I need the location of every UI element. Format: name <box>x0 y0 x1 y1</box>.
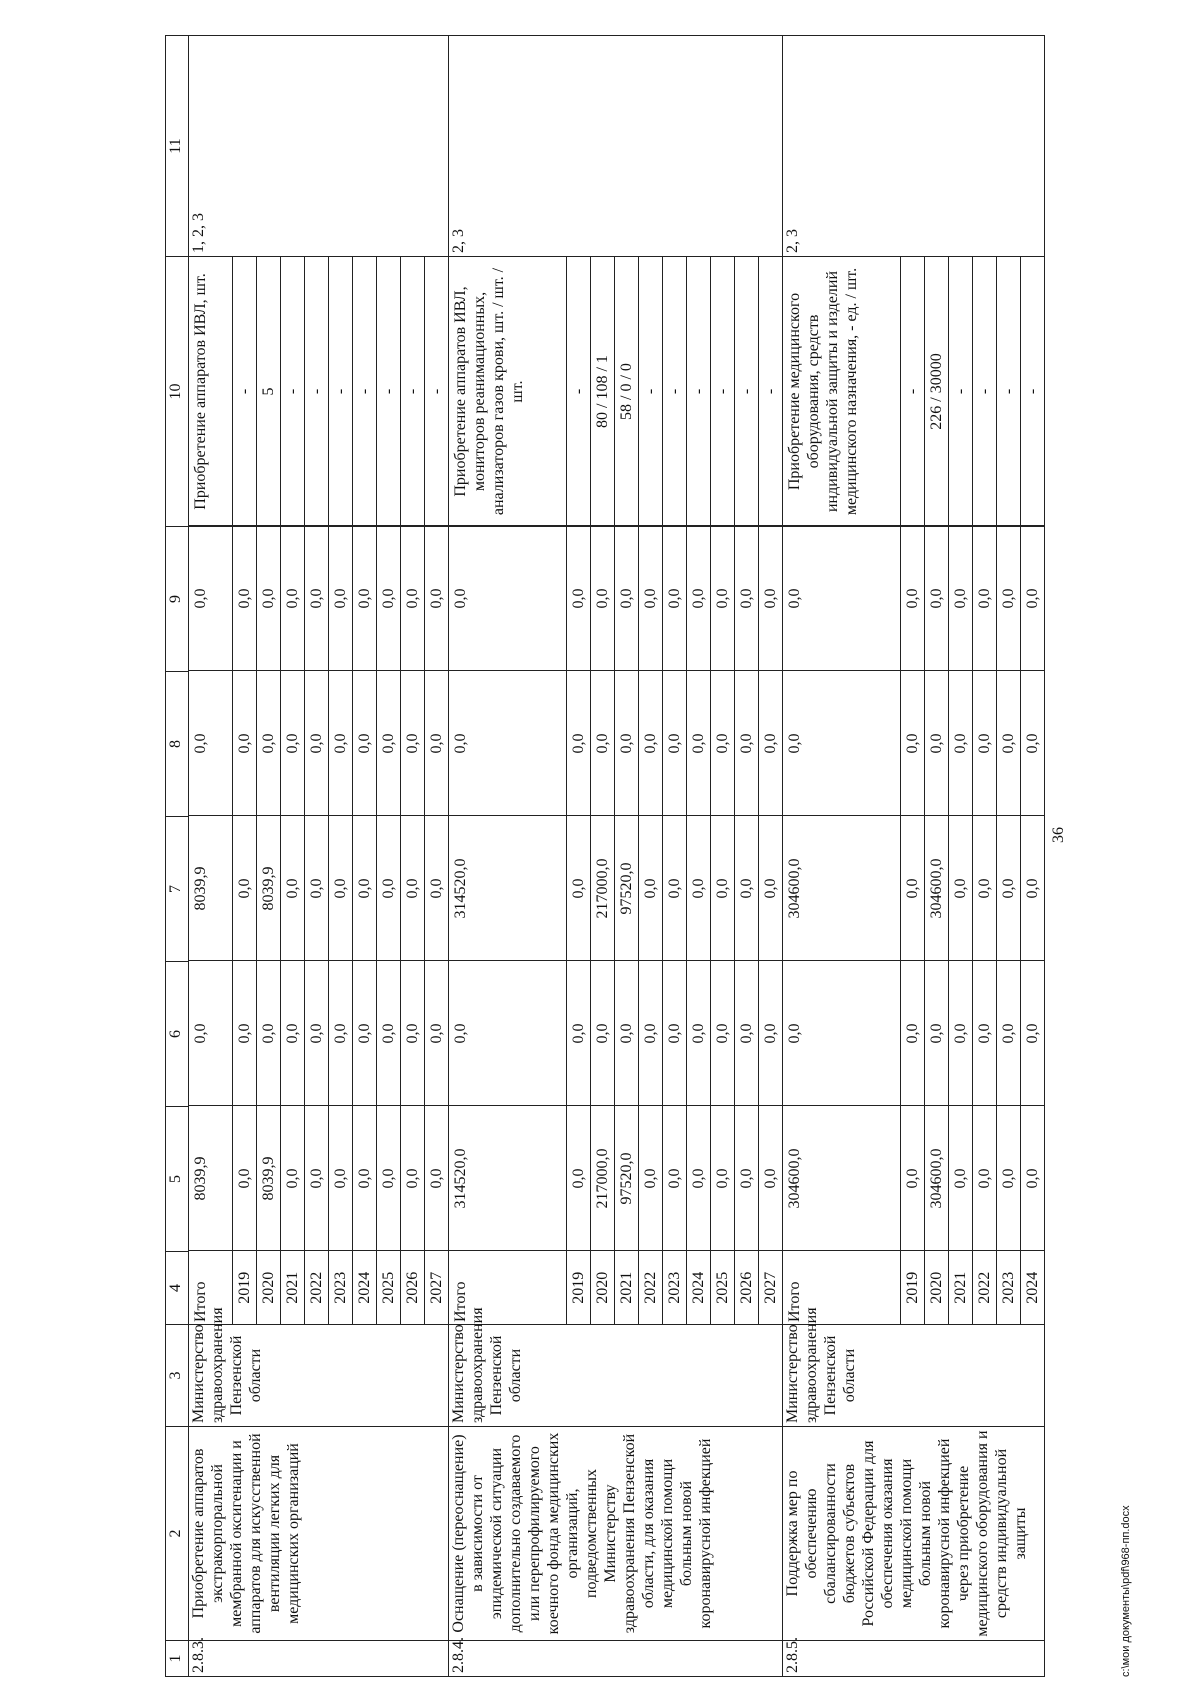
financing-block <box>189 527 449 1325</box>
amount-cell: 0,0 <box>257 961 281 1106</box>
amount-cell: 0,0 <box>401 1106 425 1251</box>
amount-cell: 0,0 <box>257 526 281 671</box>
executor: Министерство здравоохранения Пензенской области <box>783 1325 1045 1427</box>
indicator-block <box>449 257 783 527</box>
amount-cell: 0,0 <box>233 671 257 816</box>
amount-cell: 0,0 <box>997 671 1021 816</box>
amount-cell: 0,0 <box>401 961 425 1106</box>
year-cell: 2020 <box>591 1251 615 1324</box>
amount-cell: 8039,9 <box>257 1106 281 1251</box>
year-cell: 2022 <box>639 1251 663 1324</box>
year-row <box>329 526 353 1324</box>
amount-cell: 304600,0 <box>925 1106 949 1251</box>
amount-cell: 217000,0 <box>591 1106 615 1251</box>
amount-cell: 0,0 <box>281 526 305 671</box>
year-row <box>639 526 663 1324</box>
indicator-value: 5 <box>257 257 281 526</box>
total-value: 0,0 <box>189 961 233 1106</box>
total-value: 0,0 <box>783 526 901 671</box>
amount-cell: 0,0 <box>377 816 401 961</box>
amount-cell: 0,0 <box>401 526 425 671</box>
year-cell: 2022 <box>973 1251 997 1324</box>
total-label: Итого <box>449 1251 567 1324</box>
amount-cell: 0,0 <box>1021 526 1045 671</box>
amount-cell: 0,0 <box>329 671 353 816</box>
amount-cell: 0,0 <box>1021 1106 1045 1251</box>
amount-cell: 0,0 <box>377 671 401 816</box>
funding-sources: 2, 3 <box>449 36 783 257</box>
indicator-value: 80 / 108 / 1 <box>591 257 615 526</box>
indicator-value: - <box>973 257 997 526</box>
year-cell: 2020 <box>925 1251 949 1324</box>
amount-cell: 0,0 <box>377 526 401 671</box>
indicator-value: - <box>663 257 687 526</box>
amount-cell: 0,0 <box>425 816 449 961</box>
amount-cell: 0,0 <box>925 961 949 1106</box>
row-number: 2.8.5. <box>783 1641 1045 1677</box>
amount-cell: 0,0 <box>663 1106 687 1251</box>
amount-cell: 0,0 <box>735 816 759 961</box>
financing-block <box>449 527 783 1325</box>
amount-cell: 0,0 <box>353 526 377 671</box>
year-cell: 2021 <box>949 1251 973 1324</box>
indicator-block <box>189 257 449 527</box>
total-value: 0,0 <box>189 671 233 816</box>
amount-cell: 0,0 <box>329 1106 353 1251</box>
measure-name: Поддержка мер по обеспечению сбалансированности бюджетов субъектов Российской Федерации для обеспечения оказания медицинской помощи больным новой коронавирусной инфекцией через приобретение медицинского оборудования и средств индивидуальной защиты <box>783 1427 1045 1641</box>
header-cell: 7 <box>166 817 189 962</box>
year-cell: 2023 <box>997 1251 1021 1324</box>
year-row <box>949 526 973 1324</box>
amount-cell: 0,0 <box>901 671 925 816</box>
amount-cell: 0,0 <box>329 816 353 961</box>
year-cell: 2025 <box>711 1251 735 1324</box>
amount-cell: 0,0 <box>711 526 735 671</box>
header-cell: 1 <box>166 1641 189 1677</box>
year-row <box>997 526 1021 1324</box>
year-row <box>401 526 425 1324</box>
amount-cell: 97520,0 <box>615 816 639 961</box>
header-cell: 5 <box>166 1107 189 1252</box>
indicator-value: - <box>901 257 925 526</box>
indicator-value: - <box>949 257 973 526</box>
indicator-value: - <box>735 257 759 526</box>
amount-cell: 0,0 <box>735 1106 759 1251</box>
amount-cell: 0,0 <box>305 816 329 961</box>
total-row <box>449 526 567 1324</box>
indicator-value: - <box>711 257 735 526</box>
indicator-name: Приобретение медицинского оборудования, средств индивидуальной защиты и изделий медицинского назначения, - ед. / шт. <box>786 267 860 516</box>
year-row <box>233 526 257 1324</box>
amount-cell: 0,0 <box>759 816 783 961</box>
amount-cell: 0,0 <box>353 1106 377 1251</box>
total-label: Итого <box>783 1251 901 1324</box>
amount-cell: 0,0 <box>281 1106 305 1251</box>
indicator-value: - <box>353 257 377 526</box>
amount-cell: 0,0 <box>353 671 377 816</box>
year-row <box>901 526 925 1324</box>
footer-path: c:\мои документы\pdf\968-пп.docx <box>1120 1505 1132 1677</box>
amount-cell: 0,0 <box>949 671 973 816</box>
indicator-value: - <box>425 257 449 526</box>
amount-cell: 0,0 <box>735 671 759 816</box>
table-row <box>189 36 449 1677</box>
indicator-value: 226 / 30000 <box>925 257 949 526</box>
year-cell: 2025 <box>377 1251 401 1324</box>
amount-cell: 0,0 <box>711 671 735 816</box>
amount-cell: 0,0 <box>615 526 639 671</box>
amount-cell: 97520,0 <box>615 1106 639 1251</box>
amount-cell: 0,0 <box>425 1106 449 1251</box>
amount-cell: 0,0 <box>233 961 257 1106</box>
amount-cell: 304600,0 <box>925 816 949 961</box>
year-row <box>567 526 591 1324</box>
amount-cell: 0,0 <box>973 1106 997 1251</box>
amount-cell: 0,0 <box>973 961 997 1106</box>
indicator-value: - <box>1021 257 1045 526</box>
amount-cell: 217000,0 <box>591 816 615 961</box>
amount-cell: 0,0 <box>377 1106 401 1251</box>
amount-cell: 0,0 <box>567 1106 591 1251</box>
total-value: 8039,9 <box>189 1106 233 1251</box>
year-row <box>615 526 639 1324</box>
year-row <box>687 526 711 1324</box>
year-row <box>591 526 615 1324</box>
total-row <box>783 526 901 1324</box>
amount-cell: 0,0 <box>1021 816 1045 961</box>
indicator-value: - <box>997 257 1021 526</box>
year-cell: 2024 <box>687 1251 711 1324</box>
amount-cell: 0,0 <box>687 816 711 961</box>
indicator-value: - <box>687 257 711 526</box>
program-table <box>165 35 1045 1677</box>
amount-cell: 0,0 <box>901 961 925 1106</box>
indicator-value: 58 / 0 / 0 <box>615 257 639 526</box>
amount-cell: 0,0 <box>949 1106 973 1251</box>
header-cell: 6 <box>166 962 189 1107</box>
amount-cell: 0,0 <box>759 1106 783 1251</box>
amount-cell: 0,0 <box>997 816 1021 961</box>
total-value: 314520,0 <box>449 1106 567 1251</box>
amount-cell: 0,0 <box>1021 961 1045 1106</box>
year-cell: 2026 <box>735 1251 759 1324</box>
total-value: 0,0 <box>783 961 901 1106</box>
amount-cell: 0,0 <box>759 961 783 1106</box>
row-number: 2.8.3. <box>189 1641 449 1677</box>
financing-block <box>783 527 1045 1325</box>
amount-cell: 0,0 <box>305 961 329 1106</box>
page-number: 36 <box>1050 827 1067 843</box>
total-value: 0,0 <box>449 526 567 671</box>
indicator-value: - <box>759 257 783 526</box>
financing-table <box>449 526 782 1325</box>
amount-cell: 0,0 <box>973 671 997 816</box>
amount-cell: 0,0 <box>639 526 663 671</box>
indicator-value: - <box>329 257 353 526</box>
year-row <box>1021 526 1045 1324</box>
amount-cell: 0,0 <box>901 816 925 961</box>
executor: Министерство здравоохранения Пензенской области <box>189 1325 449 1427</box>
total-value: 8039,9 <box>189 816 233 961</box>
amount-cell: 0,0 <box>401 671 425 816</box>
amount-cell: 0,0 <box>687 961 711 1106</box>
total-value: 0,0 <box>783 671 901 816</box>
amount-cell: 8039,9 <box>257 816 281 961</box>
amount-cell: 0,0 <box>567 961 591 1106</box>
amount-cell: 0,0 <box>257 671 281 816</box>
amount-cell: 0,0 <box>425 961 449 1106</box>
total-label: Итого <box>189 1251 233 1324</box>
amount-cell: 0,0 <box>925 526 949 671</box>
year-cell: 2023 <box>329 1251 353 1324</box>
funding-sources: 2, 3 <box>783 36 1045 257</box>
year-cell: 2021 <box>615 1251 639 1324</box>
amount-cell: 0,0 <box>997 961 1021 1106</box>
indicator-value: - <box>233 257 257 526</box>
amount-cell: 0,0 <box>663 671 687 816</box>
amount-cell: 0,0 <box>425 671 449 816</box>
funding-sources: 1, 2, 3 <box>189 36 449 257</box>
amount-cell: 0,0 <box>687 671 711 816</box>
rotated-page <box>165 36 1132 1677</box>
amount-cell: 0,0 <box>305 1106 329 1251</box>
indicator-value: - <box>281 257 305 526</box>
indicator-value: - <box>305 257 329 526</box>
amount-cell: 0,0 <box>591 671 615 816</box>
amount-cell: 0,0 <box>639 816 663 961</box>
amount-cell: 0,0 <box>567 816 591 961</box>
header-cell: 9 <box>166 527 189 672</box>
financing-table <box>783 526 1044 1325</box>
amount-cell: 0,0 <box>901 1106 925 1251</box>
table-row <box>783 36 1045 1677</box>
amount-cell: 0,0 <box>377 961 401 1106</box>
amount-cell: 0,0 <box>639 671 663 816</box>
measure-name: Оснащение (переоснащение) в зависимости от эпидемической ситуации дополнительно создаваемого или перепрофилируемого коечного фонда медицинских организаций, подведомственных Министерству здравоохранения Пензенской области, для оказания медицинской помощи больным новой коронавирусной инфекцией <box>449 1427 783 1641</box>
amount-cell: 0,0 <box>353 961 377 1106</box>
amount-cell: 0,0 <box>1021 671 1045 816</box>
indicator-value: - <box>567 257 591 526</box>
year-cell: 2020 <box>257 1251 281 1324</box>
year-cell: 2019 <box>233 1251 257 1324</box>
amount-cell: 0,0 <box>615 961 639 1106</box>
year-row <box>973 526 997 1324</box>
amount-cell: 0,0 <box>663 961 687 1106</box>
amount-cell: 0,0 <box>567 526 591 671</box>
year-cell: 2019 <box>901 1251 925 1324</box>
year-cell: 2024 <box>353 1251 377 1324</box>
year-cell: 2026 <box>401 1251 425 1324</box>
amount-cell: 0,0 <box>639 961 663 1106</box>
amount-cell: 0,0 <box>615 671 639 816</box>
amount-cell: 0,0 <box>949 961 973 1106</box>
year-cell: 2021 <box>281 1251 305 1324</box>
year-cell: 2023 <box>663 1251 687 1324</box>
amount-cell: 0,0 <box>997 1106 1021 1251</box>
table-row <box>449 36 783 1677</box>
year-cell: 2022 <box>305 1251 329 1324</box>
year-row <box>925 526 949 1324</box>
header-cell: 10 <box>166 257 189 527</box>
total-value: 0,0 <box>189 526 233 671</box>
header-cell: 2 <box>166 1427 189 1641</box>
amount-cell: 0,0 <box>329 961 353 1106</box>
header-cell: 4 <box>166 1252 189 1325</box>
amount-cell: 0,0 <box>281 671 305 816</box>
amount-cell: 0,0 <box>735 526 759 671</box>
amount-cell: 0,0 <box>687 526 711 671</box>
header-cell: 11 <box>166 36 189 257</box>
row-number: 2.8.4. <box>449 1641 783 1677</box>
amount-cell: 0,0 <box>233 1106 257 1251</box>
amount-cell: 0,0 <box>305 671 329 816</box>
year-row <box>711 526 735 1324</box>
amount-cell: 0,0 <box>759 526 783 671</box>
year-cell: 2024 <box>1021 1251 1045 1324</box>
amount-cell: 0,0 <box>233 526 257 671</box>
amount-cell: 0,0 <box>591 961 615 1106</box>
amount-cell: 0,0 <box>639 1106 663 1251</box>
header-cell: 8 <box>166 672 189 817</box>
year-row <box>759 526 783 1324</box>
amount-cell: 0,0 <box>973 526 997 671</box>
total-value: 0,0 <box>449 961 567 1106</box>
amount-cell: 0,0 <box>711 816 735 961</box>
amount-cell: 0,0 <box>711 1106 735 1251</box>
year-row <box>257 526 281 1324</box>
year-cell: 2027 <box>425 1251 449 1324</box>
amount-cell: 0,0 <box>663 526 687 671</box>
financing-table <box>189 526 448 1325</box>
amount-cell: 0,0 <box>233 816 257 961</box>
total-value: 0,0 <box>449 671 567 816</box>
indicator-value: - <box>401 257 425 526</box>
year-row <box>663 526 687 1324</box>
total-row <box>189 526 233 1324</box>
amount-cell: 0,0 <box>567 671 591 816</box>
amount-cell: 0,0 <box>401 816 425 961</box>
year-row <box>353 526 377 1324</box>
amount-cell: 0,0 <box>281 961 305 1106</box>
year-row <box>425 526 449 1324</box>
total-value: 314520,0 <box>449 816 567 961</box>
amount-cell: 0,0 <box>901 526 925 671</box>
amount-cell: 0,0 <box>973 816 997 961</box>
year-row <box>281 526 305 1324</box>
header-row <box>166 36 189 1677</box>
measure-name: Приобретение аппаратов экстракорпоральной мембранной оксигенации и аппаратов для искусственной вентиляции легких для медицинских организаций <box>189 1427 449 1641</box>
year-cell: 2019 <box>567 1251 591 1324</box>
amount-cell: 0,0 <box>425 526 449 671</box>
amount-cell: 0,0 <box>949 526 973 671</box>
amount-cell: 0,0 <box>711 961 735 1106</box>
year-row <box>377 526 401 1324</box>
indicator-block <box>783 257 1045 527</box>
amount-cell: 0,0 <box>735 961 759 1106</box>
amount-cell: 0,0 <box>305 526 329 671</box>
year-cell: 2027 <box>759 1251 783 1324</box>
indicator-name: Приобретение аппаратов ИВЛ, мониторов реанимационных, анализаторов газов крови, шт. / шт. / шт. <box>452 267 526 516</box>
header-cell: 3 <box>166 1325 189 1427</box>
total-value: 304600,0 <box>783 816 901 961</box>
year-row <box>305 526 329 1324</box>
amount-cell: 0,0 <box>663 816 687 961</box>
indicator-value: - <box>639 257 663 526</box>
executor: Министерство здравоохранения Пензенской области <box>449 1325 783 1427</box>
indicator-value: - <box>377 257 401 526</box>
amount-cell: 0,0 <box>997 526 1021 671</box>
total-value: 304600,0 <box>783 1106 901 1251</box>
amount-cell: 0,0 <box>329 526 353 671</box>
year-row <box>735 526 759 1324</box>
amount-cell: 0,0 <box>281 816 305 961</box>
amount-cell: 0,0 <box>925 671 949 816</box>
amount-cell: 0,0 <box>353 816 377 961</box>
amount-cell: 0,0 <box>759 671 783 816</box>
amount-cell: 0,0 <box>687 1106 711 1251</box>
indicator-name: Приобретение аппаратов ИВЛ, шт. <box>192 273 209 510</box>
amount-cell: 0,0 <box>591 526 615 671</box>
amount-cell: 0,0 <box>949 816 973 961</box>
